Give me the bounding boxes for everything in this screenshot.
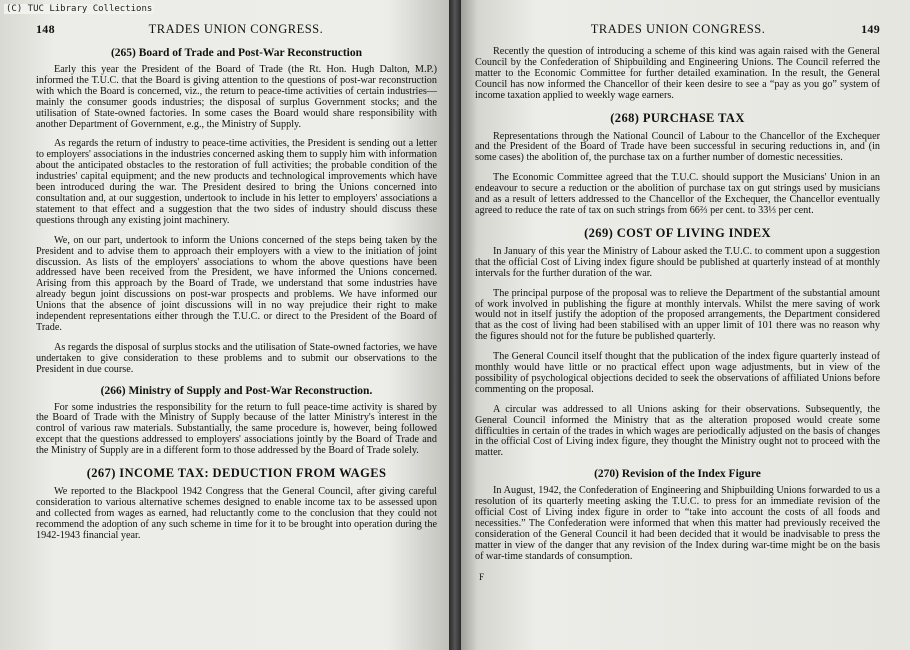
watermark: (C) TUC Library Collections — [6, 4, 153, 14]
page-number: 148 — [36, 22, 55, 36]
signature-mark: F — [479, 571, 485, 582]
paragraph: Recently the question of introducing a scheme of this kind was again raised with the General Council by the Confederation of Shipbuilding and Engineering Unions. The Council referred the matter to the Economic Committee for further detailed examination. In the result, the General Council has now informed the Chancellor of their keen desire to see a “pay as you go” system of income taxation applied to weekly wage earners. — [475, 46, 880, 101]
section-heading-266: (266) Ministry of Supply and Post-War Reconstruction. — [100, 384, 373, 397]
paragraph: A circular was addressed to all Unions asking for their observations. Subsequently, the General Council informed the Ministry that as the alteration proposed would create some difficulties in certain of the trades in which wages are periodically adjusted on the basis of changes in the official Cost of Living index figure, they thought the Ministry ought not to proceed with the matter. — [475, 403, 880, 459]
paragraph: The Economic Committee agreed that the T.U.C. should support the Musicians' Union in an endeavour to secure a reduction or the abolition of purchase tax on gut strings used by musicians and as a result of letters addressed to the Chancellor of the Exchequer, the Chancellor eventually agreed to reduce the rate of tax on such strings from 66⅔ per cent. to 33⅓ per cent. — [475, 172, 880, 216]
paragraph: We reported to the Blackpool 1942 Congress that the General Council, after giving careful consideration to various alternative schemes designed to enable income tax to be assessed upon and collected from wages as earned, had reluctantly come to the conclusion that they could not recommend the adoption of any such scheme in time for it to be brought into operation during the 1942-1943 financial year. — [36, 486, 437, 541]
section-heading-270: (270) Revision of the Index Figure — [594, 468, 761, 481]
paragraph: The principal purpose of the proposal was to relieve the Department of the substantial amount of work involved in publishing the figure at monthly intervals. Whilst the mere saving of work would not in itself justify the adoption of the proposed arrangements, the Department considered that as the cost of living had been stabilised with an upper limit of 101 there was no reason why the figures should not for the future be published quarterly. — [475, 287, 880, 343]
paragraph: Representations through the National Council of Labour to the Chancellor of the Exchequer and the President of the Board of Trade have been successful in securing reductions in, and (in some cases) the abolition of, the purchase tax on a further number of domestic necessities. — [475, 130, 880, 164]
paragraph: As regards the disposal of surplus stocks and the utilisation of State-owned factories, we have undertaken to give consideration to these problems and to submit our observations to the President in due course. — [36, 341, 437, 375]
section-heading-267: (267) INCOME TAX: DEDUCTION FROM WAGES — [86, 466, 387, 481]
paragraph: In August, 1942, the Confederation of Engineering and Shipbuilding Unions forwarded to us a resolution of its quarterly meeting asking the T.U.C. to press for an immediate revision of the official Cost of Living index figure in order to “take into account the costs of all foods and necessities.” The Confederation were informed that when this matter had previously received the consideration of the General Council it had been decided that it would be inadvisable to press the matter in view of the danger that any revision of the Index during war-time might be on the basis of war-time standards of consumption. — [475, 485, 880, 562]
paragraph: As regards the return of industry to peace-time activities, the President is sending out a letter to employers' associations in the industries concerned asking them to supply him with information about the anticipated obstacles to the restoration of full activities; the probable condition of the industries' capital equipment; and the new products and technological improvements which have been introduced during the war. The President desired to bring the Unions concerned into consultation and, at our suggestion, undertook to include in his letter to employers' associations a statement to that effect and a suggestion that the two sides of industry should discuss these questions through any existing joint machinery. — [36, 138, 437, 226]
right-page — [455, 0, 910, 650]
section-heading-265: (265) Board of Trade and Post-War Reconstruction — [110, 47, 363, 59]
running-title: TRADES UNION CONGRESS. — [590, 22, 766, 36]
section-heading-269: (269) COST OF LIVING INDEX — [584, 225, 771, 240]
paragraph: We, on our part, undertook to inform the Unions concerned of the steps being taken by the President and to advise them to approach their employers with a view to the initiation of joint discussion. As lists of the employers' associations to whom the above questions have been addressed have been received from the President, we have informed the Unions concerned. Arising from this approach by the Board of Trade, we understand that some industries have already begun joint discussions on post-war prospects and problems. We have informed our Unions that the absence of joint discussions will in no way prejudice their right to make independent representations either through the T.U.C. or direct to the President of the Board of Trade. — [36, 234, 437, 333]
book-gutter — [449, 0, 461, 650]
page-number: 149 — [861, 22, 880, 36]
running-title: TRADES UNION CONGRESS. — [148, 22, 324, 36]
paragraph: The General Council itself thought that the publication of the index figure quarterly instead of monthly would have little or no practical effect upon wage adjustments, but in view of the possibility of psychological objections decided to seek the observations of affiliated Unions before commenting on the proposal. — [475, 351, 880, 395]
section-heading-268: (268) PURCHASE TAX — [610, 110, 745, 125]
left-page-header — [36, 22, 437, 37]
paragraph: For some industries the responsibility for the return to full peace-time activity is shared by the Board of Trade with the Ministry of Supply because of the latter Ministry's interest in the control of various raw materials. Substantially, the same procedure is, however, being followed except that the questions addressed to employers' associations jointly by the Board of Trade and the Ministry of Supply are in a different form to those addressed by the Board of Trade solely. — [36, 401, 437, 457]
right-page-header — [475, 22, 880, 37]
paragraph: In January of this year the Ministry of Labour asked the T.U.C. to comment upon a suggestion that the official Cost of Living index figure should be published at quarterly instead of at monthly intervals for the further duration of the war. — [475, 245, 880, 279]
paragraph: Early this year the President of the Board of Trade (the Rt. Hon. Hugh Dalton, M.P.) informed the T.U.C. that the Board is giving attention to the questions of post-war reconstruction with which the Board is concerned, viz., the return to peace-time activities of certain industries—mainly the consumer goods industries; the disposal of surplus Government stocks; and the utilisation of State-owned factories. In some cases the Board would share responsibility with another Department of Government, e.g., the Ministry of Supply. — [36, 64, 437, 130]
